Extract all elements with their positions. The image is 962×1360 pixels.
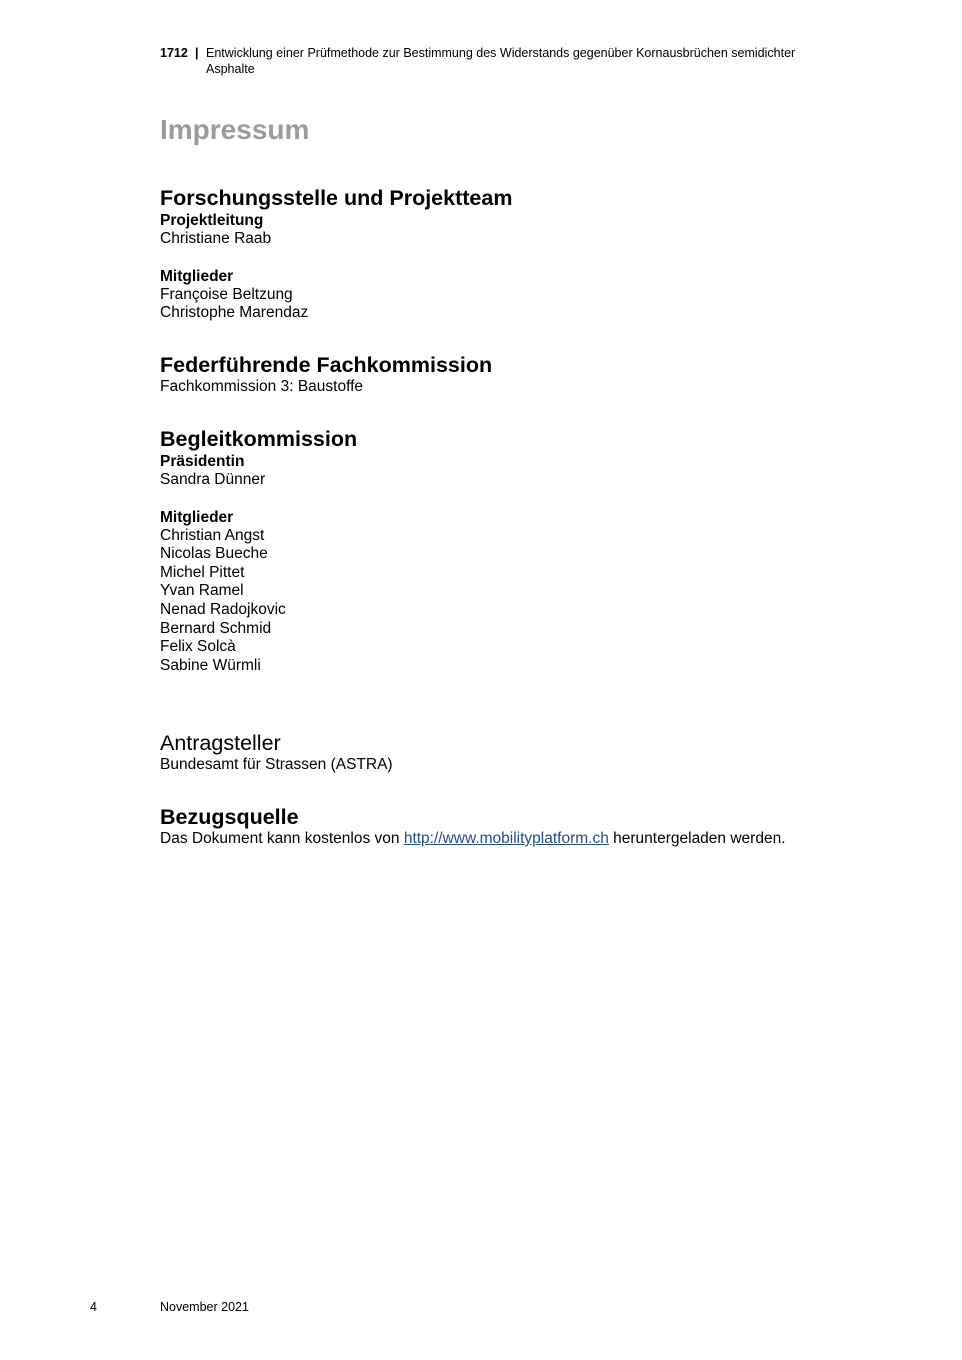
- header-separator: |: [195, 46, 199, 60]
- antrag-heading: Antragsteller: [160, 731, 281, 755]
- mobilityplatform-link[interactable]: http://www.mobilityplatform.ch: [403, 830, 609, 847]
- report-title: [206, 45, 860, 77]
- section-bezugsquelle: [160, 805, 860, 849]
- projektleitung-label: Projektleitung: [160, 212, 264, 229]
- projektleitung-name: Christiane Raab: [160, 230, 272, 247]
- running-header: [160, 45, 860, 77]
- president-label: Präsidentin: [160, 453, 245, 470]
- president-name: Sandra Dünner: [160, 471, 266, 488]
- member-name: Felix Solcà: [160, 638, 236, 656]
- antrag-text: Bundesamt für Strassen (ASTRA): [160, 756, 393, 773]
- report-title-line-2: Asphalte: [206, 62, 255, 76]
- member-name: Michel Pittet: [160, 563, 245, 581]
- fachkommission-heading: Federführende Fachkommission: [160, 353, 493, 377]
- forschung-members-label: Mitglieder: [160, 267, 234, 285]
- member-name: Françoise Beltzung: [160, 285, 293, 303]
- section-forschung: [160, 186, 860, 323]
- bezug-text-after: heruntergeladen werden.: [608, 830, 786, 847]
- begleit-heading: Begleitkommission: [160, 427, 358, 451]
- member-name: Sabine Würmli: [160, 656, 261, 674]
- bezug-text: [160, 830, 860, 849]
- footer-date: November 2021: [160, 1300, 249, 1314]
- fachkommission-text: Fachkommission 3: Baustoffe: [160, 378, 364, 395]
- report-title-line-1: Entwicklung einer Prüfmethode zur Bestimmung des Widerstands gegenüber Kornausbrüchen semidichter: [206, 46, 796, 60]
- section-begleitkommission: [160, 427, 860, 675]
- member-name: Bernard Schmid: [160, 619, 272, 637]
- member-name: Christophe Marendaz: [160, 304, 309, 322]
- section-antragsteller: [160, 731, 860, 775]
- page-number: 4: [90, 1300, 97, 1314]
- page-title: Impressum: [160, 114, 310, 145]
- member-name: Yvan Ramel: [160, 582, 244, 600]
- member-name: Nicolas Bueche: [160, 545, 268, 563]
- begleit-members-label: Mitglieder: [160, 508, 234, 526]
- section-fachkommission: [160, 353, 860, 397]
- bezug-text-before: Das Dokument kann kostenlos von: [160, 830, 404, 847]
- bezug-heading: Bezugsquelle: [160, 805, 299, 829]
- member-name: Christian Angst: [160, 526, 265, 544]
- report-number: 1712: [160, 46, 188, 60]
- member-name: Nenad Radojkovic: [160, 600, 286, 618]
- forschung-heading: Forschungsstelle und Projektteam: [160, 186, 513, 210]
